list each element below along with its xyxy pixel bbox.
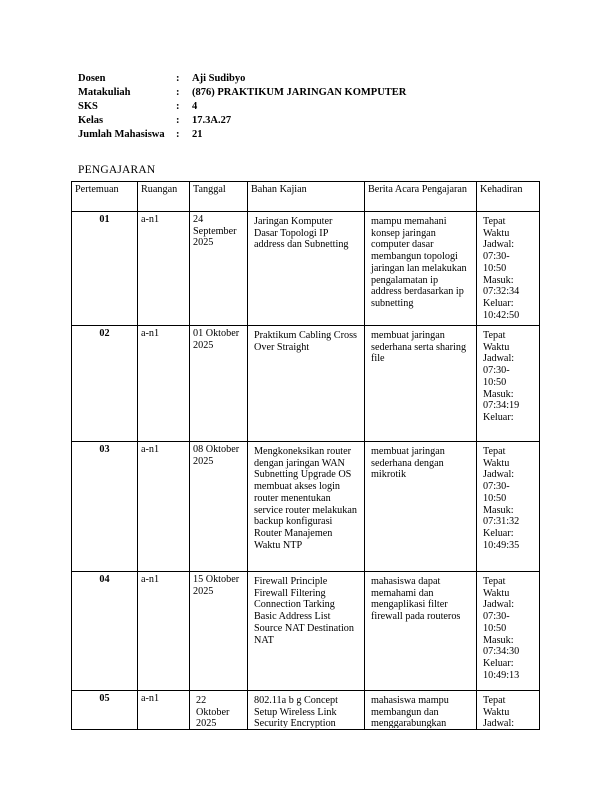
attendance-line: 10:49:35 — [483, 539, 520, 551]
date: 15 Oktober 2025 — [190, 572, 248, 691]
attendance-line: 10:50 — [483, 376, 507, 388]
attendance-line: 10:50 — [483, 262, 507, 274]
info-label: Jumlah Mahasiswa — [78, 129, 165, 140]
info-row-jumlah-mahasiswa — [78, 128, 406, 142]
attendance-line: Masuk: — [483, 388, 514, 400]
topic-cell — [248, 212, 365, 326]
attendance-line: 07:34:19 — [483, 400, 520, 412]
meeting-number: 01 — [72, 212, 138, 326]
attendance-line: Jadwal: — [483, 239, 515, 251]
date: 08 Oktober 2025 — [190, 442, 248, 572]
header-kehadiran: Kehadiran — [477, 182, 540, 212]
attendance-cell — [477, 442, 540, 572]
attendance-line: 07:30- — [483, 251, 510, 263]
notes: mahasiswa dapat memahami dan mengaplikasi filter firewall pada routeros — [371, 576, 461, 623]
attendance-line: Waktu — [483, 341, 510, 353]
topic-cell — [248, 691, 365, 730]
date: 22 Oktober 2025 — [196, 695, 230, 728]
attendance-line: 07:32:34 — [483, 286, 520, 298]
attendance-line: Tepat — [483, 576, 506, 587]
table-row — [72, 572, 540, 691]
attendance-line: 10:42:50 — [483, 309, 520, 321]
notes: mampu memahani konsep jaringan computer dasar membangun topologi jaringan lan melakukan pengalamatan ip address berdasarkan ip subnetting — [371, 216, 467, 309]
attendance-line: Keluar: — [483, 657, 514, 669]
attendance-cell — [477, 691, 540, 730]
attendance-line: Jadwal: — [483, 718, 515, 728]
notes: mahasiswa mampu membangun dan menggarabungkan — [371, 695, 449, 728]
attendance-line: Jadwal: — [483, 469, 515, 481]
attendance-line: 10:49:13 — [483, 669, 520, 681]
room: a-n1 — [138, 691, 190, 730]
topic-cell — [248, 326, 365, 442]
info-value: (876) PRAKTIKUM JARINGAN KOMPUTER — [192, 87, 407, 98]
info-row-sks — [78, 100, 406, 114]
header-pertemuan: Pertemuan — [72, 182, 138, 212]
table-row — [72, 212, 540, 326]
attendance-line: Tepat — [483, 446, 506, 457]
notes-cell — [365, 572, 477, 691]
attendance-cell — [477, 212, 540, 326]
attendance-line: Tepat — [483, 330, 506, 341]
date: 01 Oktober 2025 — [190, 326, 248, 442]
info-label: Dosen — [78, 73, 106, 84]
topic: Jaringan Komputer Dasar Topologi IP address dan Subnetting — [254, 216, 349, 251]
date: 24 September 2025 — [190, 212, 248, 326]
attendance-line: Waktu — [483, 227, 510, 239]
header-berita-acara: Berita Acara Pengajaran — [365, 182, 477, 212]
attendance-line: 10:50 — [483, 492, 507, 504]
topic: 802.11a b g Concept Setup Wireless Link Security Encryption — [254, 695, 338, 728]
attendance-line: Tepat — [483, 216, 506, 227]
attendance-line: Waktu — [483, 706, 510, 718]
table-header-row — [72, 182, 540, 212]
attendance-line: 07:34:30 — [483, 646, 520, 658]
attendance-line: Keluar: — [483, 527, 514, 539]
attendance-line: 07:31:32 — [483, 516, 520, 528]
header-bahan-kajian: Bahan Kajian — [248, 182, 365, 212]
attendance-line: Masuk: — [483, 504, 514, 516]
room: a-n1 — [138, 442, 190, 572]
attendance-line: Jadwal: — [483, 353, 515, 365]
attendance-line: Jadwal: — [483, 599, 515, 611]
header-ruangan: Ruangan — [138, 182, 190, 212]
room: a-n1 — [138, 326, 190, 442]
info-value: 17.3A.27 — [192, 115, 232, 126]
info-label: Kelas — [78, 115, 104, 126]
attendance-line: 07:30- — [483, 365, 510, 377]
table-row — [72, 326, 540, 442]
info-colon: : — [176, 73, 180, 84]
attendance-line: 07:30- — [483, 481, 510, 493]
info-row-dosen — [78, 72, 406, 86]
attendance-line: Masuk: — [483, 634, 514, 646]
topic-cell — [248, 442, 365, 572]
notes-cell — [365, 212, 477, 326]
info-label: Matakuliah — [78, 87, 131, 98]
date-cell — [190, 691, 248, 730]
attendance-line: 07:30- — [483, 611, 510, 623]
attendance-line: Waktu — [483, 457, 510, 469]
info-value: 4 — [192, 101, 198, 112]
notes-cell — [365, 442, 477, 572]
meeting-number: 05 — [72, 691, 138, 730]
attendance-line: Waktu — [483, 587, 510, 599]
notes: membuat jaringan sederhana dengan mikrotik — [371, 446, 445, 481]
topic: Firewall Principle Firewall Filtering Connection Tarking Basic Address List Source NAT Destination NAT — [254, 576, 354, 646]
attendance-line: 10:50 — [483, 622, 507, 634]
notes-cell — [365, 326, 477, 442]
info-colon: : — [176, 101, 180, 112]
attendance-cell — [477, 572, 540, 691]
attendance-line: Masuk: — [483, 274, 514, 286]
meeting-number: 04 — [72, 572, 138, 691]
notes: membuat jaringan sederhana serta sharing file — [371, 330, 467, 365]
meeting-number: 02 — [72, 326, 138, 442]
room: a-n1 — [138, 212, 190, 326]
course-info — [78, 72, 406, 142]
topic: Praktikum Cabling Cross Over Straight — [254, 330, 358, 353]
info-row-kelas — [78, 114, 406, 128]
info-label: SKS — [78, 101, 98, 112]
info-colon: : — [176, 87, 180, 98]
attendance-line: Tepat — [483, 695, 506, 706]
info-value: Aji Sudibyo — [192, 73, 246, 84]
topic-cell — [248, 572, 365, 691]
notes-cell — [365, 691, 477, 730]
table-row — [72, 442, 540, 572]
topic: Mengkoneksikan router dengan jaringan WAN Subnetting Upgrade OS membuat akses login router menentukan service router melakukan backup konfigurasi Router Manajemen Waktu NTP — [254, 446, 357, 551]
info-value: 21 — [192, 129, 203, 140]
meeting-number: 03 — [72, 442, 138, 572]
attendance-cell — [477, 326, 540, 442]
info-colon: : — [176, 115, 180, 126]
room: a-n1 — [138, 572, 190, 691]
attendance-line: Keluar: — [483, 411, 514, 423]
header-tanggal: Tanggal — [190, 182, 248, 212]
attendance-line: Keluar: — [483, 297, 514, 309]
info-colon: : — [176, 129, 180, 140]
teaching-table — [71, 181, 540, 730]
section-title: PENGAJARAN — [78, 164, 156, 176]
info-row-matakuliah — [78, 86, 406, 100]
table-row — [72, 691, 540, 730]
